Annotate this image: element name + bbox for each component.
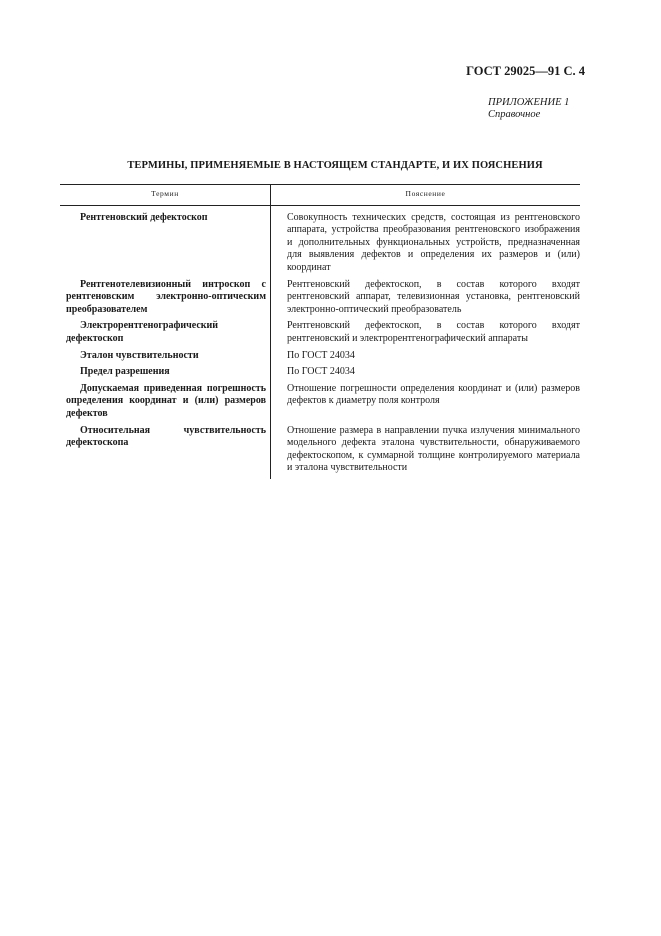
explanation-cell: По ГОСТ 24034: [287, 366, 355, 378]
term-cell: Относительная чувствительность дефектоскопа: [60, 425, 271, 479]
term-cell: Предел разрешения: [60, 366, 271, 383]
table-header-row: [60, 185, 580, 206]
explanation-cell: Совокупность технических средств, состоящая из рентгеновского аппарата, устройства преобразования рентгеновского изображения и дополнительных функциональных устройств, предназначенная для выявления дефектов и определения их размеров и (или) координат: [287, 211, 580, 273]
appendix-label: ПРИЛОЖЕНИЕ 1: [488, 97, 570, 108]
terms-table: [60, 184, 580, 479]
appendix-type: Справочное: [488, 109, 541, 120]
term-cell: Рентгенотелевизионный интроскоп с рентгеновским электронно-оптическим преобразователем: [60, 279, 271, 321]
explanation-cell: Рентгеновский дефектоскоп, в состав которого входят рентгеновский и электрорентгенографический аппараты: [287, 320, 580, 344]
term-cell: Рентгеновский дефектоскоп: [60, 205, 271, 278]
table-row: [60, 350, 580, 367]
term-cell: Электрорентгенографический дефектоскоп: [60, 320, 271, 349]
standard-page-code: ГОСТ 29025—91 С. 4: [466, 64, 585, 78]
table-row: [60, 366, 580, 383]
term-cell: Эталон чувствительности: [60, 350, 271, 367]
table-row: [60, 279, 580, 321]
appendix-block: [488, 97, 569, 121]
explanation-cell: Отношение погрешности определения координат и (или) размеров дефектов к диаметру поля контроля: [287, 382, 580, 407]
table-row: [60, 320, 580, 349]
term-cell: Допускаемая приведенная погрешность определения координат и (или) размеров дефектов: [60, 383, 271, 425]
explanation-cell: Отношение размера в направлении пучка излучения минимального модельного дефекта эталона чувствительности, обнаруживаемого дефектоскопом, к суммарной толщине контролируемого материала и эталона чувствительности: [287, 424, 580, 474]
table-row: [60, 425, 580, 479]
explanation-cell: По ГОСТ 24034: [287, 349, 355, 361]
section-title: ТЕРМИНЫ, ПРИМЕНЯЕМЫЕ В НАСТОЯЩЕМ СТАНДАРТЕ, И ИХ ПОЯСНЕНИЯ: [127, 160, 543, 171]
column-header-explanation: Пояснение: [271, 185, 581, 206]
explanation-cell: Рентгеновский дефектоскоп, в состав которого входят рентгеновский аппарат, телевизионная установка, рентгеновский электронно-оптический преобразователь: [287, 278, 580, 315]
table-row: [60, 383, 580, 425]
column-header-term: Термин: [60, 185, 271, 206]
table-row: [60, 205, 580, 278]
